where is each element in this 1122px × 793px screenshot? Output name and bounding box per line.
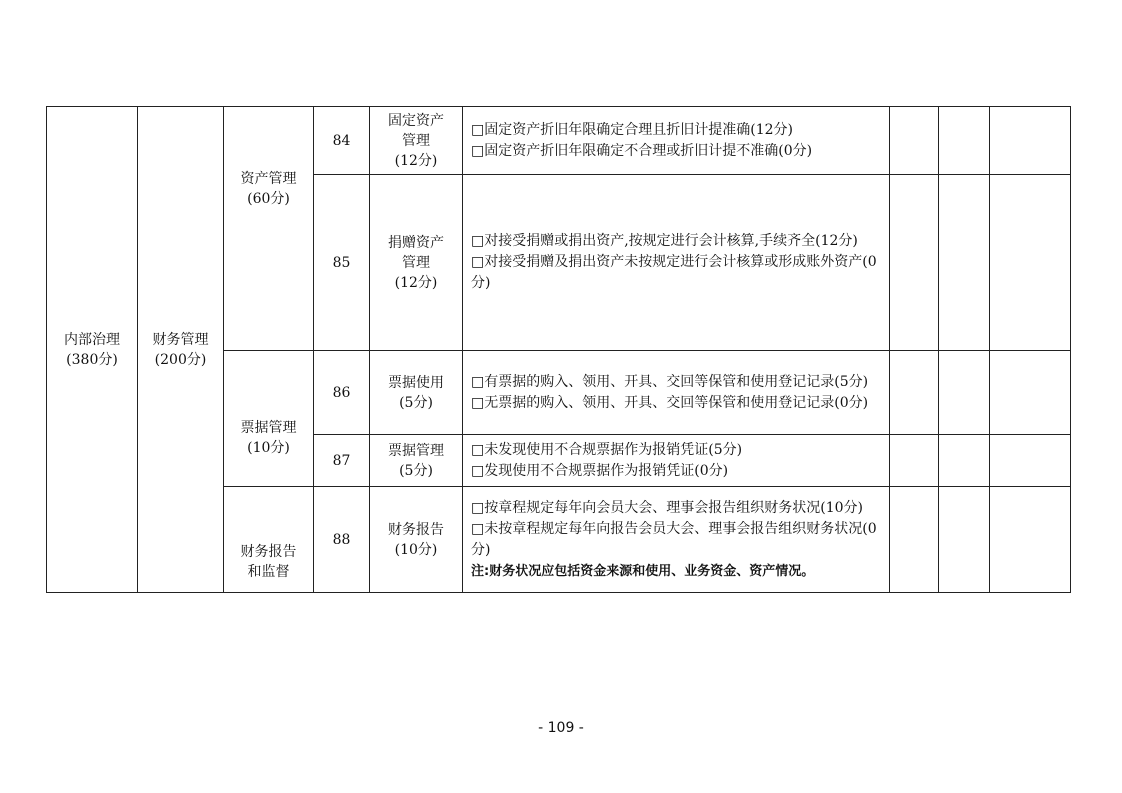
remark-cell: [990, 351, 1071, 435]
criterion: □固定资产折旧年限确定不合理或折旧计提不准确(0分): [471, 142, 813, 159]
criterion: □按章程规定每年向会员大会、理事会报告组织财务状况(10分): [471, 499, 863, 516]
group-asset-cell: 资产管理 (60分): [224, 107, 314, 351]
score-cell: [890, 351, 939, 435]
remark-cell: [990, 107, 1071, 175]
group-report-cell: 财务报告 和监督: [224, 487, 314, 593]
score-cell: [890, 435, 939, 487]
criterion: □未按章程规定每年向报告会员大会、理事会报告组织财务状况(0分): [471, 520, 877, 558]
criteria-cell: [463, 351, 890, 435]
score-cell: [939, 487, 990, 593]
item-cell: 票据管理 (5分): [370, 435, 463, 487]
score-cell: [939, 107, 990, 175]
remark-cell: [990, 487, 1071, 593]
criterion: □无票据的购入、领用、开具、交回等保管和使用登记记录(0分): [471, 394, 869, 411]
remark-cell: [990, 435, 1071, 487]
level2-cell: 财务管理 (200分): [138, 107, 224, 593]
criterion: □发现使用不合规票据作为报销凭证(0分): [471, 462, 729, 479]
level1-cell: 内部治理 (380分): [47, 107, 138, 593]
criteria-cell: [463, 435, 890, 487]
remark-cell: [990, 175, 1071, 351]
criterion: □对接受捐赠及捐出资产未按规定进行会计核算或形成账外资产(0分): [471, 254, 877, 291]
score-cell: [890, 487, 939, 593]
item-cell: 财务报告 (10分): [370, 487, 463, 593]
row-number: 87: [314, 435, 370, 487]
criteria-cell: [463, 487, 890, 593]
score-cell: [939, 351, 990, 435]
criteria-cell: [463, 175, 890, 351]
criterion: □未发现使用不合规票据作为报销凭证(5分): [471, 441, 743, 458]
criterion: □固定资产折旧年限确定合理且折旧计提准确(12分): [471, 121, 793, 138]
evaluation-table: [46, 106, 1071, 593]
row-number: 85: [314, 175, 370, 351]
item-cell: 固定资产 管理 (12分): [370, 107, 463, 175]
score-cell: [939, 175, 990, 351]
group-ticket-cell: 票据管理 (10分): [224, 351, 314, 487]
score-cell: [890, 107, 939, 175]
row-number: 88: [314, 487, 370, 593]
table-row: [47, 107, 1071, 175]
item-cell: 捐赠资产 管理 (12分): [370, 175, 463, 351]
row-number: 84: [314, 107, 370, 175]
row-number: 86: [314, 351, 370, 435]
criterion: □有票据的购入、领用、开具、交回等保管和使用登记记录(5分): [471, 373, 869, 390]
page-number: - 109 -: [538, 720, 584, 736]
criteria-cell: [463, 107, 890, 175]
criterion: □对接受捐赠或捐出资产,按规定进行会计核算,手续齐全(12分): [471, 233, 858, 249]
score-cell: [939, 435, 990, 487]
item-cell: 票据使用 (5分): [370, 351, 463, 435]
score-cell: [890, 175, 939, 351]
note-text: 注:财务状况应包括资金来源和使用、业务资金、资产情况。: [471, 563, 815, 579]
